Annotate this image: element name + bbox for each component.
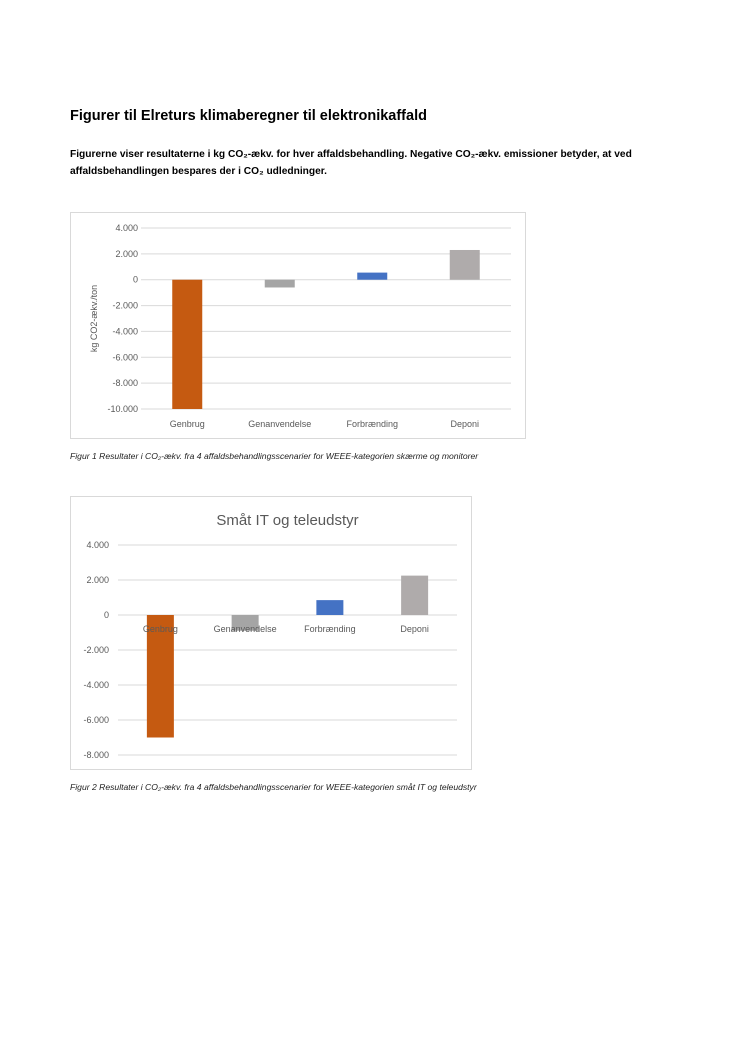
y-tick-label: -2.000: [83, 645, 109, 655]
y-tick-label: -4.000: [83, 680, 109, 690]
caption-figure-2: Figur 2 Resultater i CO₂-ækv. fra 4 affaldsbehandlingsscenarier for WEEE-kategorien småt IT og teleudstyr: [70, 782, 477, 792]
bar-genbrug: [172, 280, 202, 409]
bar-genanvendelse: [265, 280, 295, 288]
x-category-label: Forbrænding: [346, 419, 399, 429]
y-tick-label: -8.000: [112, 378, 138, 389]
chart-2: [70, 496, 472, 770]
chart-2-svg: [71, 497, 471, 769]
y-tick-label: 4.000: [115, 223, 138, 233]
x-category-label: Genbrug: [169, 419, 205, 429]
x-category-label: Deponi: [450, 419, 480, 429]
y-tick-label: 4.000: [86, 540, 109, 550]
bar-deponi: [401, 576, 428, 615]
bar-deponi: [450, 250, 480, 280]
y-tick-label: 2.000: [86, 575, 109, 585]
chart-1: [70, 212, 526, 439]
y-tick-label: 0: [103, 610, 109, 620]
x-category-label: Genanvendelse: [248, 419, 312, 429]
x-category-label: Genanvendelse: [213, 624, 277, 634]
chart-title: Småt IT og teleudstyr: [216, 512, 359, 529]
y-tick-label: 0: [132, 274, 138, 285]
caption-figure-1: Figur 1 Resultater i CO₂-ækv. fra 4 affaldsbehandlingsscenarier for WEEE-kategorien skærme og monitorer: [70, 451, 479, 461]
y-tick-label: -4.000: [112, 326, 138, 337]
page-title: Figurer til Elreturs klimaberegner til elektronikaffald: [70, 108, 427, 124]
bar-forbrænding: [357, 273, 387, 280]
y-tick-label: -10.000: [107, 404, 138, 414]
y-axis-label: kg CO2-ækv./ton: [89, 284, 99, 353]
intro-paragraph: Figurerne viser resultaterne i kg CO₂-ækv. for hver affaldsbehandling. Negative CO₂-ækv. emissioner betyder, at ved affaldsbehandlingen bespares der i CO₂ udledninger.: [70, 149, 632, 177]
y-tick-label: 2.000: [115, 248, 138, 259]
x-category-label: Genbrug: [142, 624, 178, 634]
bar-forbrænding: [316, 600, 343, 615]
y-tick-label: -6.000: [83, 715, 109, 725]
y-tick-label: -2.000: [112, 300, 138, 311]
x-category-label: Forbrænding: [304, 624, 356, 634]
x-category-label: Deponi: [400, 624, 429, 634]
y-tick-label: -6.000: [112, 352, 138, 363]
chart-1-svg: [71, 213, 525, 438]
y-tick-label: -8.000: [83, 750, 109, 760]
